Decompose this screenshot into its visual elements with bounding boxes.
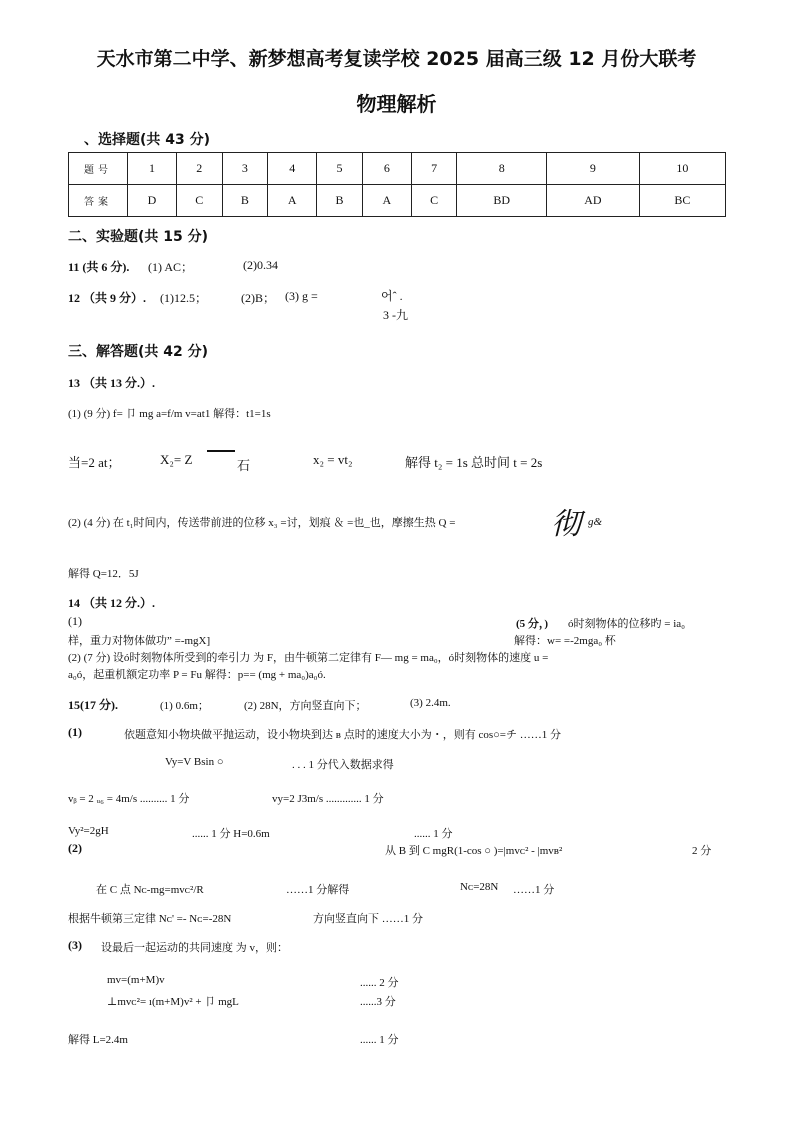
q15-p1-line4c: ...... 1 分 <box>414 828 453 840</box>
q11-part2: (2)0.34 <box>243 258 278 272</box>
table-cell: D <box>128 185 177 217</box>
table-row-label: 题号 <box>69 153 128 185</box>
q15-p3-eq2: ⊥mvᴄ²= ı(m+M)v² + 卩 mgL <box>107 996 239 1008</box>
q12-part1: (1)12.5； <box>160 291 207 305</box>
table-cell: B <box>317 185 363 217</box>
q13-line4: 解得 Q=12．5J <box>68 568 139 580</box>
table-cell: BD <box>457 185 546 217</box>
q15-p3-label: (3) <box>68 938 82 952</box>
q13-line1: (1) (9 分) f= 卩 mg a=f/m v=at1 解得：t1=1s <box>68 408 271 420</box>
q15-p1-label: (1) <box>68 725 82 739</box>
table-cell: 1 <box>128 153 177 185</box>
table-cell: 7 <box>411 153 457 185</box>
q13-line2a: 当=2 at； <box>68 455 121 470</box>
table-cell: BC <box>639 185 725 217</box>
q15-p2-line2b: ……1 分解得 <box>286 884 350 896</box>
q14-line2a: 样，重力对物体做功” =-mgX] <box>68 635 211 647</box>
document-subtitle: 物理解析 <box>356 92 437 116</box>
q15-summary-1: (1) 0.6m； <box>160 700 209 712</box>
table-cell: A <box>362 185 411 217</box>
q11-label: 11 (共 6 分). <box>68 260 130 274</box>
q15-p3-result: 解得 L=2.4m <box>68 1034 128 1046</box>
q12-fraction-bottom: 3 -九 <box>383 308 408 322</box>
q15-p1-line3b: vy=2 J3m/s ............. 1 分 <box>272 793 384 805</box>
q15-p1-line2a: Vy=V Bsin ○ <box>165 756 224 768</box>
q13-label: 13 （共 13 分.）. <box>68 376 156 390</box>
q15-p3-eq1: mv=(m+M)v <box>107 974 165 986</box>
q12-fraction-top: 어ˆ . <box>381 289 403 303</box>
q14-line3: (2) (7 分) 设ó时刻物体所受到的牵引力 为 F，由牛顿第二定律有 F— mg = ma₀，ó时刻物体的速度 u = <box>68 652 549 664</box>
q15-summary-3: (3) 2.4m. <box>410 697 451 709</box>
q15-p1-line4a: Vy²=2gH <box>68 825 109 837</box>
table-row <box>69 153 726 185</box>
table-cell: AD <box>546 185 639 217</box>
q15-p1-line3a: vᵦ = 2 ᵤ₆ = 4m/s .......... 1 分 <box>68 793 190 805</box>
section-heading-experiment: 二、实验题(共 15 分) <box>68 229 209 245</box>
q15-p2-line2d: ……1 分 <box>513 884 555 896</box>
table-cell: 9 <box>546 153 639 185</box>
q14-line1a: (1) <box>68 614 82 628</box>
table-row <box>69 185 726 217</box>
q15-p3-eq1-score: ...... 2 分 <box>360 977 399 989</box>
q15-p2-line2a: 在 C 点 Nᴄ-mg=mvᴄ²/R <box>96 884 204 896</box>
q12-label: 12 （共 9 分）. <box>68 291 147 305</box>
section-heading-choice: 、选择题(共 43 分) <box>84 132 211 148</box>
q15-p2-line3b: 方向竖直向下 ……1 分 <box>313 913 423 925</box>
q13-line3b: 彻 <box>551 507 581 542</box>
table-cell: A <box>268 185 317 217</box>
q15-p2-line3a: 根据牛顿第三定律 Nᴄ' =- Nᴄ=-28N <box>68 913 232 925</box>
q15-p1-line4b: ...... 1 分 H=0.6m <box>192 828 270 840</box>
q13-line2c: 石 <box>237 458 251 473</box>
answer-table <box>68 152 726 217</box>
q15-p2-score: 2 分 <box>692 845 712 857</box>
q15-p1-line2b: . . . 1 分代入数据求得 <box>292 759 394 771</box>
q14-line2b: 解得：w= =-2mga₀ 杯 <box>514 635 616 647</box>
document-title: 天水市第二中学、新梦想高考复读学校 2025 届高三级 12 月份大联考 <box>96 48 697 70</box>
q15-p3-text: 设最后一起运动的共同速度 为 v，则： <box>101 942 288 954</box>
q13-line2b: X₂= Z <box>160 452 193 467</box>
fraction-bar <box>207 450 235 452</box>
q15-summary-2: (2) 28N，方向竖直向下； <box>244 700 367 712</box>
q14-line4: a₀ó，起重机额定功率 P = Fu 解得：p== (mg + ma₀)a₀ó. <box>68 669 326 681</box>
q11-part1: (1) AC； <box>148 260 194 274</box>
q13-line2d: x₂ = vt₂ <box>313 452 353 467</box>
table-cell: 4 <box>268 153 317 185</box>
q15-p2-line2c: Nᴄ=28N <box>460 881 499 893</box>
table-cell: 2 <box>176 153 222 185</box>
q13-line3a: (2) (4 分) 在 t₁时间内，传送带前进的位移 x₃ =讨，划痕 ＆ =也_也，摩擦生热 Q = <box>68 517 456 529</box>
q14-line1b: (5 分，) <box>516 618 549 630</box>
q15-p3-eq2-score: ......3 分 <box>360 996 396 1008</box>
q13-line2e: 解得 t₂ = 1s 总时间 t = 2s <box>405 455 543 470</box>
q12-part3: (3) g = <box>285 289 318 303</box>
table-cell: 3 <box>222 153 268 185</box>
q12-part2: (2)B； <box>241 291 275 305</box>
table-row-label: 答案 <box>69 185 128 217</box>
table-cell: 8 <box>457 153 546 185</box>
q15-label: 15(17 分). <box>68 698 118 712</box>
q13-line3c: g& <box>588 516 603 528</box>
table-cell: 5 <box>317 153 363 185</box>
table-cell: 6 <box>362 153 411 185</box>
section-heading-solutions: 三、解答题(共 42 分) <box>68 344 209 360</box>
q15-p2-label: (2) <box>68 841 82 855</box>
table-cell: 10 <box>639 153 725 185</box>
q14-line1c: ó时刻物体的位移旳 = ia₀ <box>568 618 685 630</box>
q14-label: 14 （共 12 分.）. <box>68 596 156 610</box>
q15-p3-result-score: ...... 1 分 <box>360 1034 399 1046</box>
q15-p1-text: 依题意知小物块做平抛运动，设小物块到达 ʙ 点时的速度大小为・，则有 cos○=チ ……1 分 <box>124 729 561 741</box>
table-cell: C <box>411 185 457 217</box>
q15-p2-line1: 从 B 到 C mgR(1-cos ○ )=|mvᴄ² - |mvʙ² <box>385 845 563 857</box>
table-cell: C <box>176 185 222 217</box>
table-cell: B <box>222 185 268 217</box>
